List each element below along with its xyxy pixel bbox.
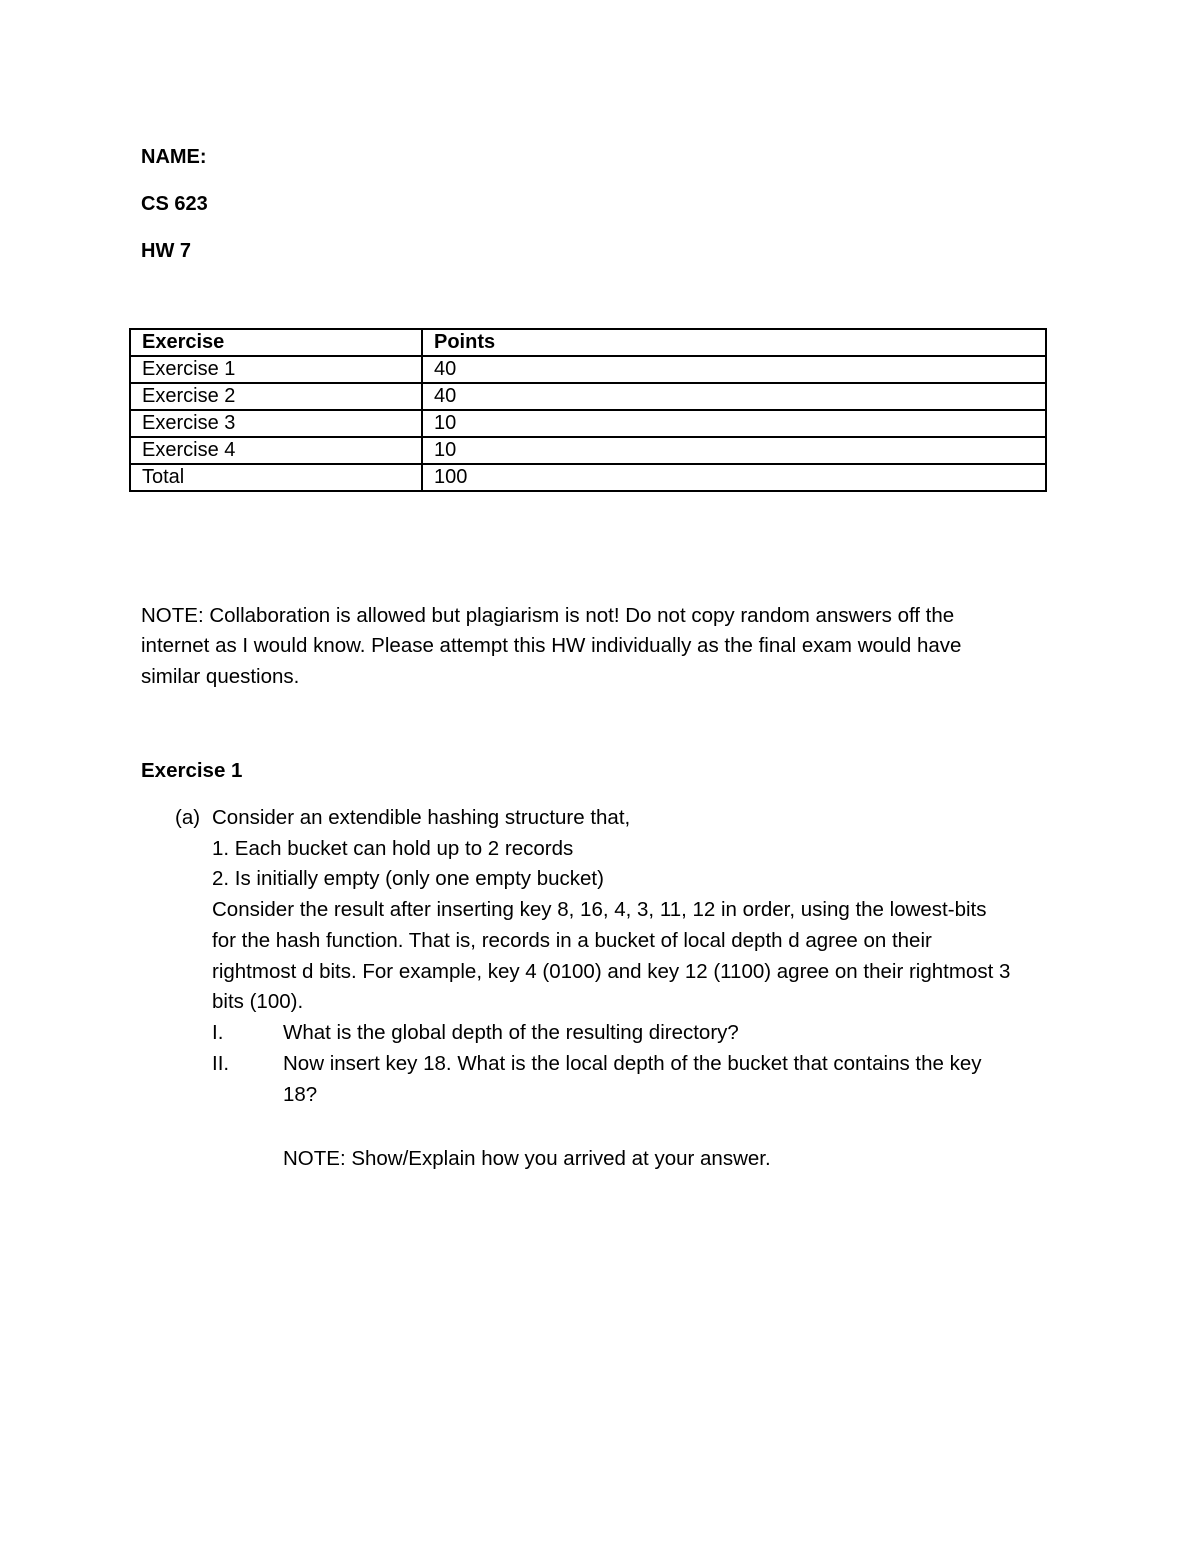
question-numeral: II.: [212, 1052, 230, 1075]
table-row: [130, 437, 1046, 464]
table-cell: 10: [422, 410, 1046, 437]
table-cell: 10: [422, 437, 1046, 464]
part-a-line: bits (100).: [212, 990, 304, 1013]
answer-note: NOTE: Show/Explain how you arrived at your answer.: [283, 1147, 771, 1170]
points-table: [129, 328, 1047, 492]
note-line: similar questions.: [141, 665, 300, 688]
note-line: internet as I would know. Please attempt this HW individually as the final exam would have: [141, 634, 962, 657]
part-a-line: 1. Each bucket can hold up to 2 records: [212, 837, 574, 860]
note-line: NOTE: Collaboration is allowed but plagiarism is not! Do not copy random answers off the: [141, 604, 955, 627]
part-a-line: Consider the result after inserting key 8, 16, 4, 3, 11, 12 in order, using the lowest-bits: [212, 898, 987, 921]
table-cell: 40: [422, 356, 1046, 383]
question-text: Now insert key 18. What is the local depth of the bucket that contains the key: [283, 1052, 982, 1075]
table-cell: Exercise 4: [130, 437, 422, 464]
part-a-line: Consider an extendible hashing structure that,: [212, 806, 631, 829]
table-row: [130, 356, 1046, 383]
assignment-title: HW 7: [141, 240, 191, 262]
part-a-line: rightmost d bits. For example, key 4 (0100) and key 12 (1100) agree on their rightmost 3: [212, 960, 1011, 983]
exercise-heading: Exercise 1: [141, 759, 243, 782]
table-header-cell: Points: [422, 329, 1046, 356]
question-text: What is the global depth of the resulting directory?: [283, 1021, 739, 1044]
part-a-line: for the hash function. That is, records in a bucket of local depth d agree on their: [212, 929, 932, 952]
table-cell: 100: [422, 464, 1046, 491]
table-row: [130, 464, 1046, 491]
part-a-line: 2. Is initially empty (only one empty bucket): [212, 867, 604, 890]
table-cell: Total: [130, 464, 422, 491]
table-cell: Exercise 2: [130, 383, 422, 410]
table-header-row: [130, 329, 1046, 356]
table-row: [130, 383, 1046, 410]
table-row: [130, 410, 1046, 437]
question-numeral: I.: [212, 1021, 224, 1044]
name-label: NAME:: [141, 146, 207, 168]
table-cell: 40: [422, 383, 1046, 410]
course-code: CS 623: [141, 193, 208, 215]
question-text: 18?: [283, 1083, 318, 1106]
part-label: (a): [175, 806, 201, 829]
table-cell: Exercise 1: [130, 356, 422, 383]
table-header-cell: Exercise: [130, 329, 422, 356]
table-cell: Exercise 3: [130, 410, 422, 437]
